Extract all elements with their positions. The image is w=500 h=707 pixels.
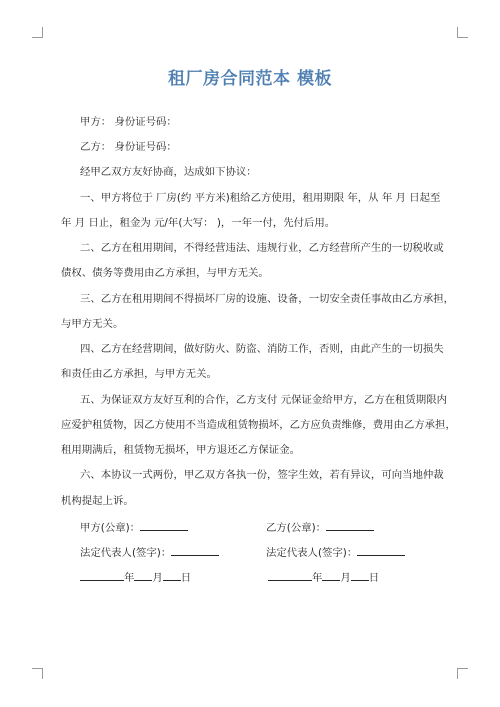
date-a-month-label: 月 — [152, 572, 163, 584]
clause-2-line-1: 二、乙方在租用期间，不得经营违法、违规行业，乙方经营所产生的一切税收或 — [80, 242, 444, 254]
clause-4-line-1: 四、乙方在经营期间，做好防火、防盗、消防工作，否则，由此产生的一切损失 — [80, 343, 444, 355]
crop-mark-bottom-left — [32, 668, 43, 679]
clause-3-line-1: 三、乙方在租用期间不得损坏厂房的设施、设备，一切安全责任事故由乙方承担， — [80, 293, 455, 305]
clause-4-line-2: 和责任由乙方承担，与甲方无关。 — [61, 368, 217, 380]
date-a-month-blank[interactable] — [134, 569, 152, 581]
legal-rep-a-label: 法定代表人(签字)： — [80, 547, 172, 559]
date-a-day-blank[interactable] — [163, 569, 181, 581]
party-a-seal-label: 甲方(公章)： — [80, 522, 141, 534]
party-b-seal-field — [266, 519, 374, 535]
date-b-year-blank[interactable] — [268, 569, 312, 581]
party-a-seal-field — [80, 519, 188, 535]
clause-5-line-3: 租用期满后，租赁物无损坏，甲方退还乙方保证金。 — [61, 444, 300, 456]
date-b-day-label: 日 — [368, 572, 380, 584]
clause-6-line-1: 六、本协议一式两份，甲乙双方各执一份，签字生效，若有异议，可向当地仲裁 — [80, 469, 444, 481]
party-b-seal-blank[interactable] — [326, 519, 374, 531]
crop-mark-top-left — [32, 27, 43, 38]
party-b-line: 乙方： 身份证号码： — [80, 141, 177, 153]
legal-rep-b-blank[interactable] — [357, 544, 405, 556]
date-field-b — [268, 569, 379, 585]
clause-2-line-2: 债权、债务等费用由乙方承担，与甲方无关。 — [61, 267, 269, 279]
party-a-seal-blank[interactable] — [140, 519, 188, 531]
date-b-month-label: 月 — [340, 572, 351, 584]
clause-5-line-1: 五、为保证双方友好互利的合作，乙方支付 元保证金给甲方，乙方在租赁期限内 — [80, 394, 447, 406]
legal-rep-a-field — [80, 544, 219, 560]
legal-rep-b-field — [266, 544, 405, 560]
legal-rep-a-blank[interactable] — [171, 544, 219, 556]
clause-6-line-2: 机构提起上诉。 — [61, 495, 134, 507]
intro-line: 经甲乙双方友好协商，达成如下协议： — [80, 166, 257, 178]
crop-mark-bottom-right — [457, 668, 468, 679]
date-b-month-blank[interactable] — [322, 569, 340, 581]
date-a-year-blank[interactable] — [80, 569, 124, 581]
clause-1-line-2: 年 月 日止，租金为 元/年(大写： )，一年一付，先付后用。 — [61, 217, 336, 229]
date-b-year-label: 年 — [312, 572, 323, 584]
clause-5-line-2: 应爱护租赁物，因乙方使用不当造成租赁物损坏，乙方应负责维修，费用由乙方承担， — [61, 419, 456, 431]
document-title: 租厂房合同范本 模板 — [168, 69, 332, 89]
party-a-line: 甲方： 身份证号码： — [80, 116, 177, 128]
crop-mark-top-right — [457, 27, 468, 38]
date-a-day-label: 日 — [180, 572, 192, 584]
date-a-year-label: 年 — [124, 572, 135, 584]
party-b-seal-label: 乙方(公章)： — [266, 522, 327, 534]
date-b-day-blank[interactable] — [351, 569, 369, 581]
date-field-a — [80, 569, 191, 585]
legal-rep-b-label: 法定代表人(签字)： — [266, 547, 358, 559]
clause-1-line-1: 一、甲方将位于 厂房(约 平方米)租给乙方使用，租用期限 年，从 年 月 日起至 — [80, 192, 441, 204]
clause-3-line-2: 与甲方无关。 — [61, 318, 124, 330]
